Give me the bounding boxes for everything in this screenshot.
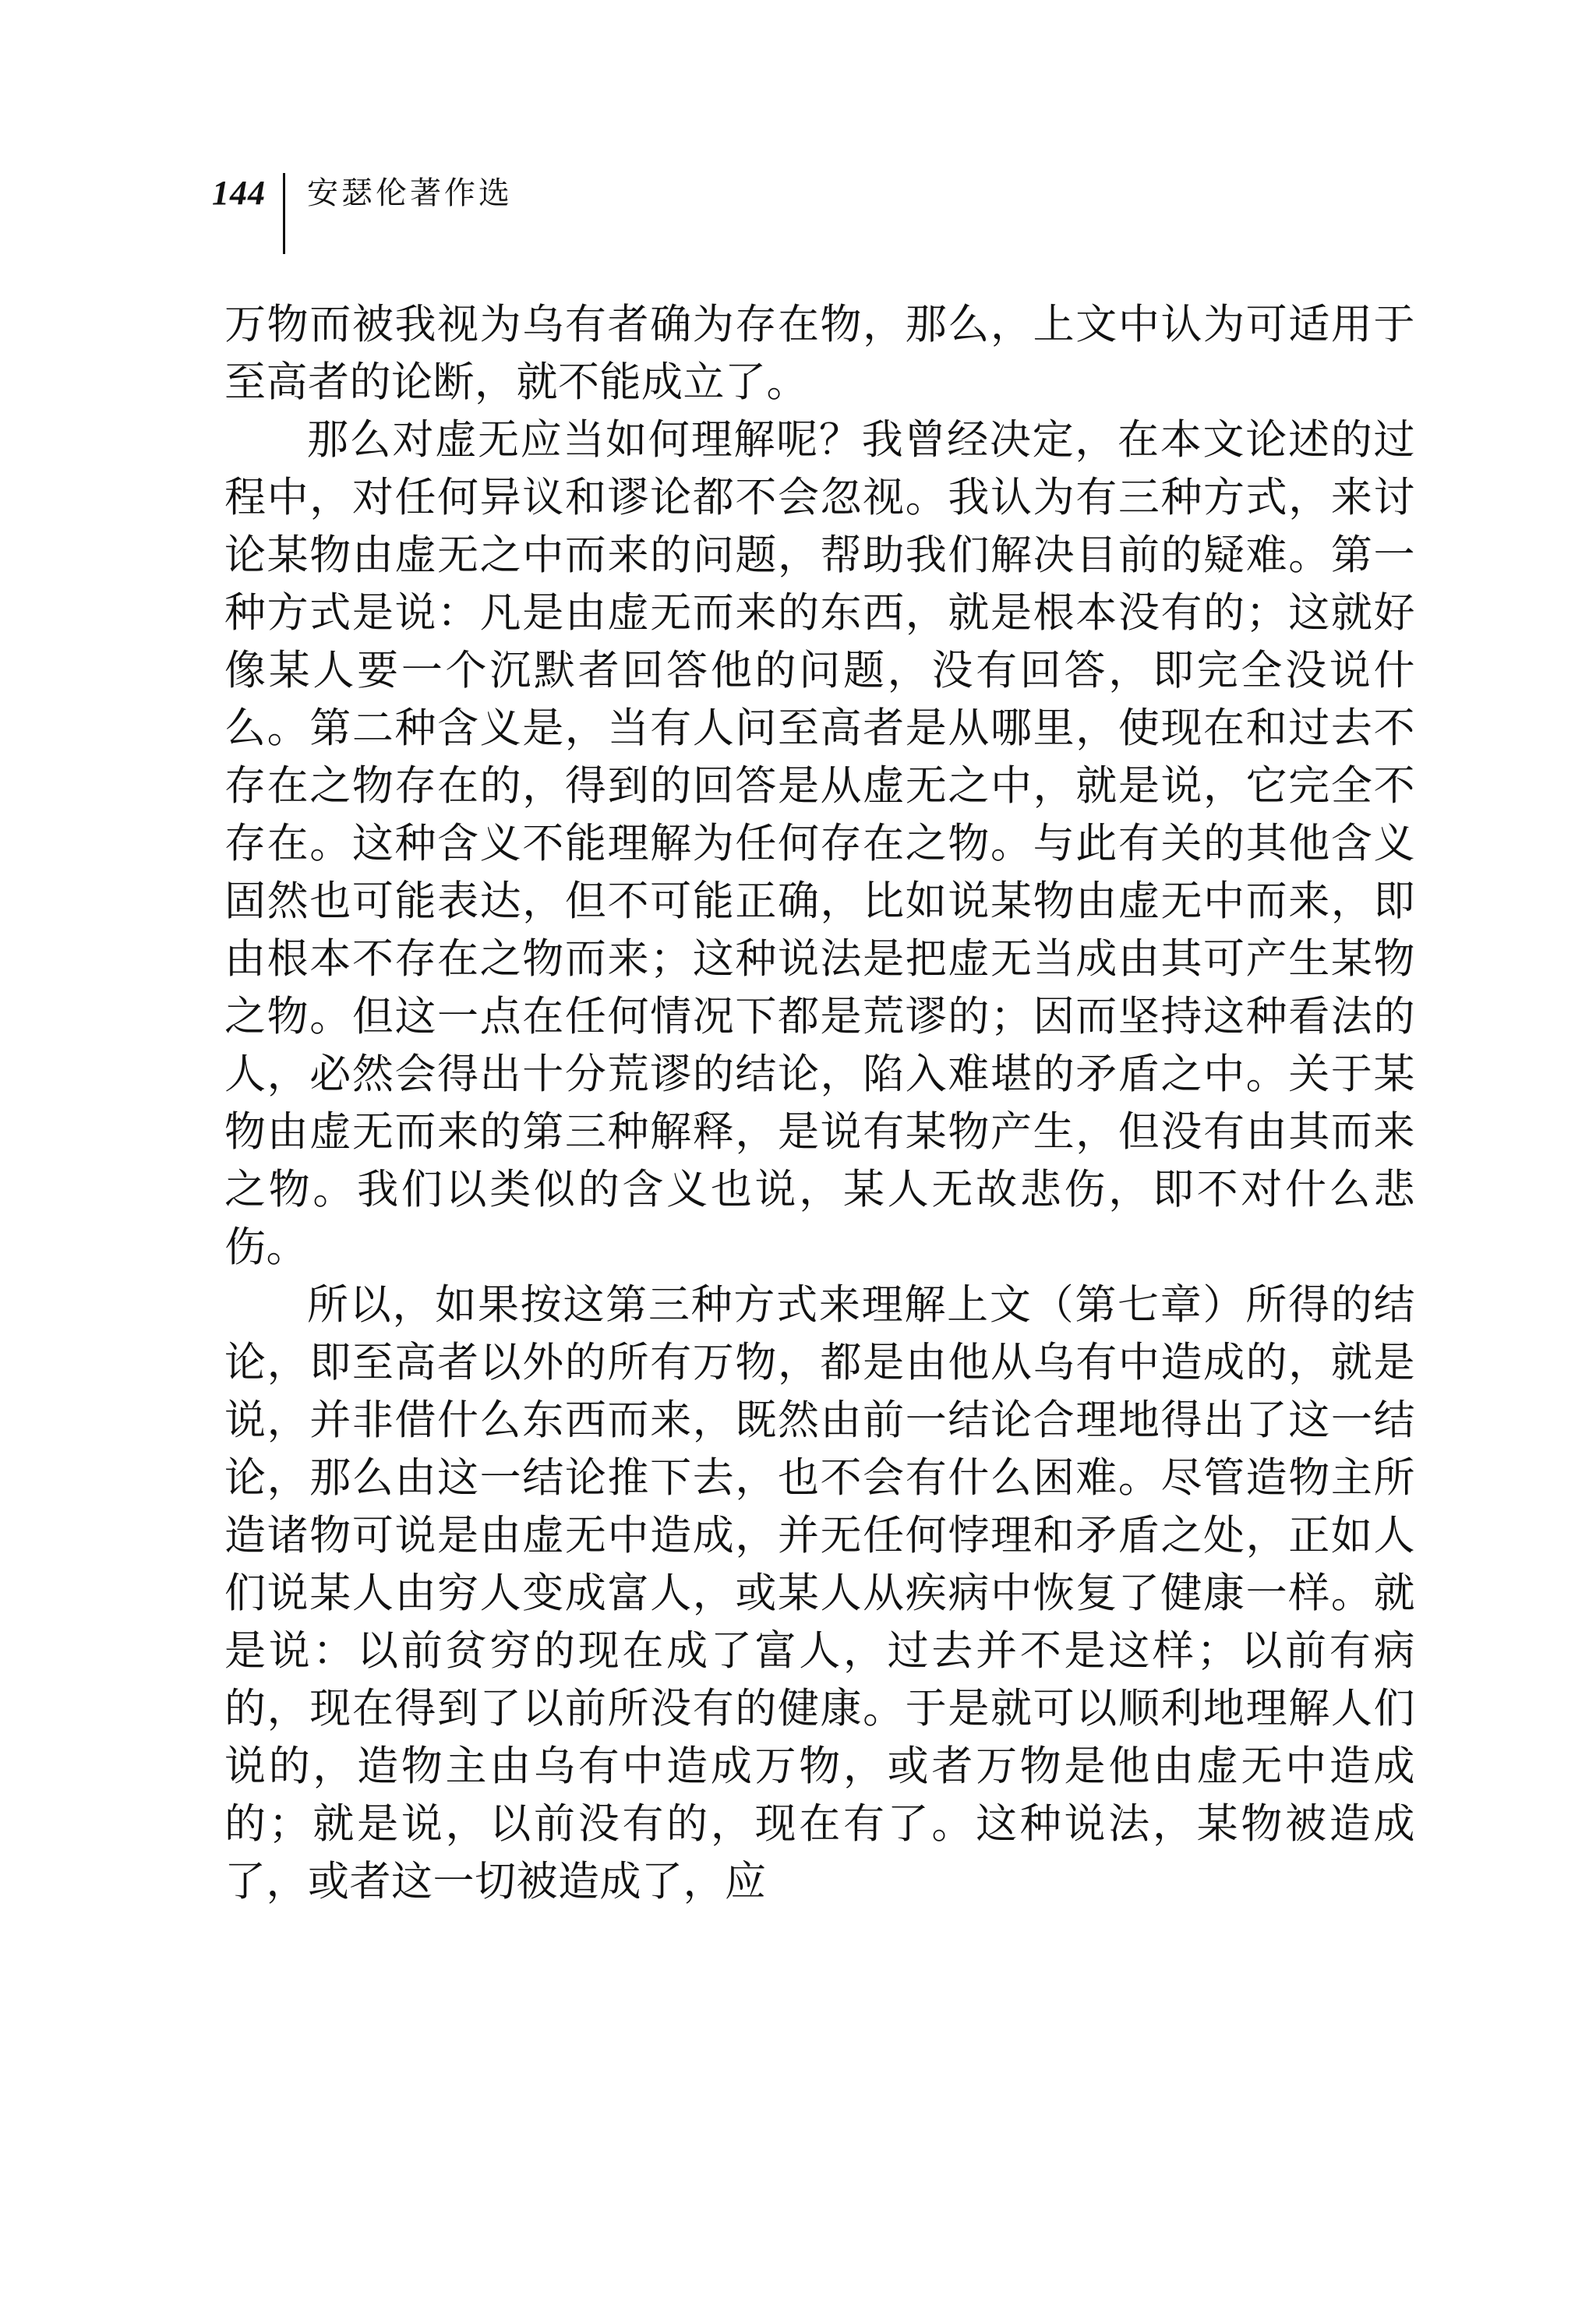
paragraph-continuation: 万物而被我视为乌有者确为存在物，那么，上文中认为可适用于至高者的论断，就不能成立了。	[224, 301, 1415, 406]
book-title: 安瑟伦著作选	[307, 175, 513, 211]
running-header	[212, 170, 513, 256]
paragraph-third-way: 所以，如果按这第三种方式来理解上文（第七章）所得的结论，即至高者以外的所有万物，都是由他从乌有中造成的，就是说，并非借什么东西而来，既然由前一结论合理地得出了这一结论，那么由这一结论推下去，也不会有什么困难。尽管造物主所造诸物可说是由虚无中造成，并无任何悖理和矛盾之处，正如人们说某人由穷人变成富人，或某人从疾病中恢复了健康一样。就是说：以前贫穷的现在成了富人，过去并不是这样；以前有病的，现在得到了以前所没有的健康。于是就可以顺利地理解人们说的，造物主由乌有中造成万物，或者万物是他由虚无中造成的；就是说，以前没有的，现在有了。这种说法，某物被造成了，或者这一切被造成了，应	[224, 1281, 1415, 1905]
paragraph-nothingness: 那么对虚无应当如何理解呢？我曾经决定，在本文论述的过程中，对任何异议和谬论都不会忽视。我认为有三种方式，来讨论某物由虚无之中而来的问题，帮助我们解决目前的疑难。第一种方式是说：凡是由虚无而来的东西，就是根本没有的；这就好像某人要一个沉默者回答他的问题，没有回答，即完全没说什么。第二种含义是，当有人问至高者是从哪里，使现在和过去不存在之物存在的，得到的回答是从虚无之中，就是说，它完全不存在。这种含义不能理解为任何存在之物。与此有关的其他含义固然也可能表达，但不可能正确，比如说某物由虚无中而来，即由根本不存在之物而来；这种说法是把虚无当成由其可产生某物之物。但这一点在任何情况下都是荒谬的；因而坚持这种看法的人，必然会得出十分荒谬的结论，陷入难堪的矛盾之中。关于某物由虚无而来的第三种解释，是说有某物产生，但没有由其而来之物。我们以类似的含义也说，某人无故悲伤，即不对什么悲伤。	[224, 416, 1415, 1271]
header-divider	[283, 173, 285, 254]
body-text	[224, 296, 1415, 1911]
page-number: 144	[212, 174, 266, 212]
